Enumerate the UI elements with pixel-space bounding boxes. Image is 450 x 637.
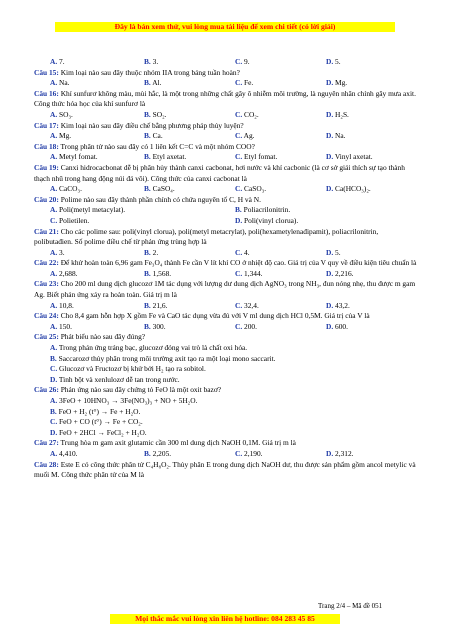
option-letter: D. xyxy=(326,131,334,141)
answer-option[interactable]: B. FeO + H₂ (t°) → Fe + H₂O. xyxy=(50,406,141,416)
question-number: Câu 16: xyxy=(34,88,59,98)
option-letter: D. xyxy=(326,321,334,331)
answer-option[interactable]: D. Mg. xyxy=(326,78,348,88)
page-number: Trang 2/4 – Mã đề 051 xyxy=(318,602,383,610)
answer-options xyxy=(34,57,418,68)
option-letter: C. xyxy=(235,152,243,162)
question-number: Câu 21: xyxy=(34,226,59,236)
question-number: Câu 27: xyxy=(34,438,59,448)
option-letter: D. xyxy=(50,374,58,384)
option-letter: D. xyxy=(326,268,334,278)
answer-option[interactable]: B. 2,205. xyxy=(144,448,172,458)
answer-option[interactable]: D. 600. xyxy=(326,321,348,331)
option-letter: C. xyxy=(235,57,243,66)
question-stem xyxy=(34,227,418,248)
option-letter: C. xyxy=(50,417,58,427)
answer-options xyxy=(34,269,418,280)
option-letter: B. xyxy=(144,131,151,141)
option-letter: A. xyxy=(50,152,58,162)
option-letter: B. xyxy=(144,57,151,66)
option-letter: A. xyxy=(50,300,58,310)
answer-option[interactable]: C. Polietilen. xyxy=(50,215,90,225)
question-stem xyxy=(34,279,418,300)
option-letter: D. xyxy=(326,78,334,88)
option-letter: B. xyxy=(144,321,151,331)
answer-option[interactable]: B. 2. xyxy=(144,247,159,257)
option-letter: A. xyxy=(50,78,58,88)
question-text: Phát biểu nào sau đây đúng? xyxy=(58,332,146,342)
question-text: Cho 8,4 gam hỗn hợp X gồm Fe và CaO tác dụng vừa đủ với V ml dung dịch HCl 0,5M. Giá trị của V là xyxy=(58,311,370,321)
question-text: Phản ứng nào sau đây chứng tỏ FeO là một oxit bazơ? xyxy=(58,385,222,395)
answer-options xyxy=(34,184,418,195)
option-letter: C. xyxy=(50,364,58,374)
answer-option[interactable]: B. Al. xyxy=(144,78,162,88)
answer-options xyxy=(34,322,418,333)
answer-option[interactable]: B. 3. xyxy=(144,57,159,66)
answer-option[interactable]: A. 3. xyxy=(50,247,65,257)
answer-option[interactable]: A. 150. xyxy=(50,321,72,331)
answer-options xyxy=(34,205,418,216)
answer-option[interactable]: A. SO₃. xyxy=(50,109,73,119)
answer-option[interactable]: C. 4. xyxy=(235,247,250,257)
question-text: Este E có công thức phân tử C₄H₈O₂. Thủy phân E trong dung dịch NaOH dư, thu được sản phẩm gồm ancol metylic và muối M. Công thức phân tử của M là xyxy=(34,459,416,480)
option-letter: D. xyxy=(326,448,334,458)
answer-option[interactable]: C. CO₂. xyxy=(235,109,259,119)
question-text: Trong phân tử nào sau đây có 1 liên kết C=C và một nhóm COO? xyxy=(58,141,255,151)
question-text: Để khử hoàn toàn 6,96 gam Fe₃O₄ thành Fe cần V lít khí CO ở nhiệt độ cao. Giá trị của V quy về điều kiện tiêu chuẩn là xyxy=(58,258,417,268)
answer-option[interactable]: A. Metyl fomat. xyxy=(50,152,98,162)
question-number: Câu 24: xyxy=(34,311,59,321)
answer-option[interactable]: A. 4,410. xyxy=(50,448,78,458)
question-number: Câu 22: xyxy=(34,258,59,268)
question-number: Câu 19: xyxy=(34,162,59,172)
question-number: Câu 20: xyxy=(34,194,59,204)
answer-option[interactable]: B. 300. xyxy=(144,321,166,331)
option-letter: B. xyxy=(144,184,151,194)
option-letter: B. xyxy=(144,268,151,278)
answer-option[interactable]: C. Fe. xyxy=(235,78,254,88)
option-letter: D. xyxy=(235,215,243,225)
question-stem xyxy=(34,121,418,132)
option-letter: C. xyxy=(235,268,243,278)
option-letter: B. xyxy=(144,247,151,257)
answer-option[interactable]: B. Etyl axetat. xyxy=(144,152,187,162)
question-text: Cho 200 ml dung dịch glucozơ 1M tác dụng với lượng dư dung dịch AgNO₃ trong NH₃, đun nóng nhẹ, thu được m gam Ag. Biết phản ứng xảy ra hoàn toàn. Giá trị m là xyxy=(34,279,416,300)
option-letter: B. xyxy=(50,353,57,363)
answer-options xyxy=(34,152,418,163)
answer-option[interactable]: C. 32,4. xyxy=(235,300,259,310)
answer-option[interactable]: D. 5. xyxy=(326,247,341,257)
question-list xyxy=(34,57,418,481)
answer-option[interactable]: D. 5. xyxy=(326,57,341,66)
question-text: Kim loại nào sau đây điều chế bằng phương pháp thủy luyện? xyxy=(58,120,244,130)
answer-option[interactable]: C. 200. xyxy=(235,321,257,331)
answer-option[interactable]: A. Mg. xyxy=(50,131,72,141)
option-letter: A. xyxy=(50,448,58,458)
question-text: Polime nào sau đây thành phần chính có chứa nguyên tố C, H và N. xyxy=(58,194,261,204)
option-letter: A. xyxy=(50,343,58,353)
answer-option[interactable]: B. CaSO₄. xyxy=(144,184,175,194)
question-text: Khí sunfurơ không màu, mùi hắc, là một trong những chất gây ô nhiễm môi trường, là nguyên nhân chính gây mưa axit. Công thức hóa học của khí sunfurơ là xyxy=(34,88,416,109)
answer-option[interactable]: C. 9. xyxy=(235,57,250,66)
question-stem xyxy=(34,460,418,481)
preview-banner: Đây là bản xem thử, vui lòng mua tài liệu để xem chi tiết (có lời giải) xyxy=(55,22,395,32)
answer-option[interactable]: D. Vinyl axetat. xyxy=(326,152,373,162)
answer-options xyxy=(34,78,418,89)
question-text: Cho các polime sau: poli(vinyl clorua), poli(metyl metacrylat), poli(hexametylenađipamit), poliacrilonitrin, polibutađien. Số polime điều chế từ phản ứng trùng hợp là xyxy=(34,226,379,247)
option-letter: C. xyxy=(235,109,243,119)
option-letter: C. xyxy=(235,321,243,331)
option-letter: C. xyxy=(235,131,243,141)
option-letter: A. xyxy=(50,57,58,66)
answer-options xyxy=(34,301,418,312)
option-letter: A. xyxy=(50,205,58,215)
option-letter: B. xyxy=(235,205,242,215)
answer-option[interactable]: A. Trong phản ứng tráng bạc, glucozơ đóng vai trò là chất oxi hóa. xyxy=(50,343,248,353)
question-stem xyxy=(34,163,418,184)
answer-option[interactable]: D. Ca(HCO₃)₂. xyxy=(326,184,371,194)
answer-options xyxy=(34,110,418,121)
option-letter: C. xyxy=(235,448,243,458)
answer-option[interactable]: B. SO₂. xyxy=(144,109,167,119)
option-letter: D. xyxy=(326,300,334,310)
question-stem xyxy=(34,258,418,269)
option-letter: A. xyxy=(50,247,58,257)
option-letter: D. xyxy=(326,109,334,119)
answer-option[interactable]: D. Na. xyxy=(326,131,346,141)
option-letter: A. xyxy=(50,321,58,331)
option-letter: C. xyxy=(235,300,243,310)
option-letter: D. xyxy=(326,57,334,66)
answer-options xyxy=(34,131,418,142)
question-text: Canxi hidrocacbonat dễ bị phân hủy thành canxi cacbonat, hơi nước và khí cacbonic (là cơ sở giải thích sự tạo thành thạch nhũ trong hang động núi đá vôi). Công thức của canxi cacbonat là xyxy=(34,162,405,183)
answer-option[interactable]: D. H₂S. xyxy=(326,109,349,119)
question-number: Câu 25: xyxy=(34,332,59,342)
question-stem xyxy=(34,142,418,153)
question-text: Trung hòa m gam axit glutamic cần 300 ml dung dịch NaOH 0,1M. Giá trị m là xyxy=(58,438,296,448)
answer-option[interactable]: D. Poli(vinyl clorua). xyxy=(235,215,299,225)
answer-option[interactable]: A. Poli(metyl metacylat). xyxy=(50,205,126,215)
question-stem xyxy=(34,89,418,110)
option-letter: B. xyxy=(144,152,151,162)
answer-option[interactable]: D. 2,216. xyxy=(326,268,354,278)
answer-options xyxy=(34,449,418,460)
option-letter: C. xyxy=(235,78,243,88)
answer-option[interactable]: B. 1,568. xyxy=(144,268,172,278)
option-letter: A. xyxy=(50,268,58,278)
question-stem xyxy=(34,311,418,322)
option-letter: A. xyxy=(50,184,58,194)
option-letter: B. xyxy=(50,406,57,416)
option-letter: A. xyxy=(50,131,58,141)
answer-option[interactable]: C. CaSO₃. xyxy=(235,184,267,194)
question-number: Câu 23: xyxy=(34,279,59,289)
question-number: Câu 17: xyxy=(34,120,59,130)
hotline-banner: Mọi thắc mắc vui lòng xin liên hệ hotline: 084 283 45 85 xyxy=(110,614,340,624)
option-letter: D. xyxy=(50,427,58,437)
option-letter: A. xyxy=(50,396,58,405)
answer-option[interactable]: D. Tinh bột và xenlulozơ dễ tan trong nước. xyxy=(50,374,180,384)
answer-options xyxy=(34,248,418,259)
question-stem xyxy=(34,438,418,449)
option-letter: C. xyxy=(50,215,58,225)
answer-option[interactable]: A. 2,688. xyxy=(50,268,78,278)
answer-option[interactable]: B. Ca. xyxy=(144,131,163,141)
option-letter: A. xyxy=(50,109,58,119)
answer-option[interactable]: D. FeO + 2HCl → FeCl₂ + H₂O. xyxy=(50,427,147,437)
answer-option[interactable]: D. 43,2. xyxy=(326,300,350,310)
question-number: Câu 26: xyxy=(34,385,59,395)
answer-option[interactable]: A. 10,8. xyxy=(50,300,74,310)
answer-option[interactable]: C. FeO + CO (t°) → Fe + CO₂. xyxy=(50,417,143,427)
option-letter: C. xyxy=(235,184,243,194)
option-letter: B. xyxy=(144,300,151,310)
question-number: Câu 15: xyxy=(34,67,59,77)
answer-option[interactable]: C. 2,190. xyxy=(235,448,263,458)
answer-option[interactable]: C. Glucozơ và Fructozơ bị khử bởi H₂ tạo ra sobitol. xyxy=(50,364,206,374)
question-stem xyxy=(34,332,418,343)
answer-option[interactable]: B. Saccarozơ thủy phân trong môi trường axit tạo ra một loại mono saccarit. xyxy=(50,353,276,363)
option-letter: B. xyxy=(144,448,151,458)
option-letter: D. xyxy=(326,152,334,162)
question-stem xyxy=(34,68,418,79)
option-letter: C. xyxy=(235,247,243,257)
answer-option[interactable]: D. 2,312. xyxy=(326,448,354,458)
question-number: Câu 18: xyxy=(34,141,59,151)
question-stem xyxy=(34,195,418,206)
answer-option[interactable]: C. Ag. xyxy=(235,131,255,141)
answer-option[interactable]: B. 21,6. xyxy=(144,300,168,310)
answer-option[interactable]: A. 7. xyxy=(50,57,65,66)
answer-options xyxy=(34,216,418,227)
answer-option[interactable]: B. Poliacrilonitrin. xyxy=(235,205,291,215)
answer-option[interactable]: A. CaCO₃. xyxy=(50,184,82,194)
option-letter: B. xyxy=(144,78,151,88)
question-text: Kim loại nào sau đây thuộc nhóm IIA trong bảng tuần hoàn? xyxy=(58,67,240,77)
question-stem xyxy=(34,385,418,396)
option-letter: D. xyxy=(326,247,334,257)
answer-option[interactable]: A. 3FeO + 10HNO₃ → 3Fe(NO₃)₃ + NO + 5H₂O. xyxy=(50,396,198,405)
answer-option[interactable]: C. 1,344. xyxy=(235,268,263,278)
answer-option[interactable]: C. Etyl fomat. xyxy=(235,152,278,162)
question-number: Câu 28: xyxy=(34,459,59,469)
option-letter: D. xyxy=(326,184,334,194)
answer-option[interactable]: A. Na. xyxy=(50,78,70,88)
option-letter: B. xyxy=(144,109,151,119)
